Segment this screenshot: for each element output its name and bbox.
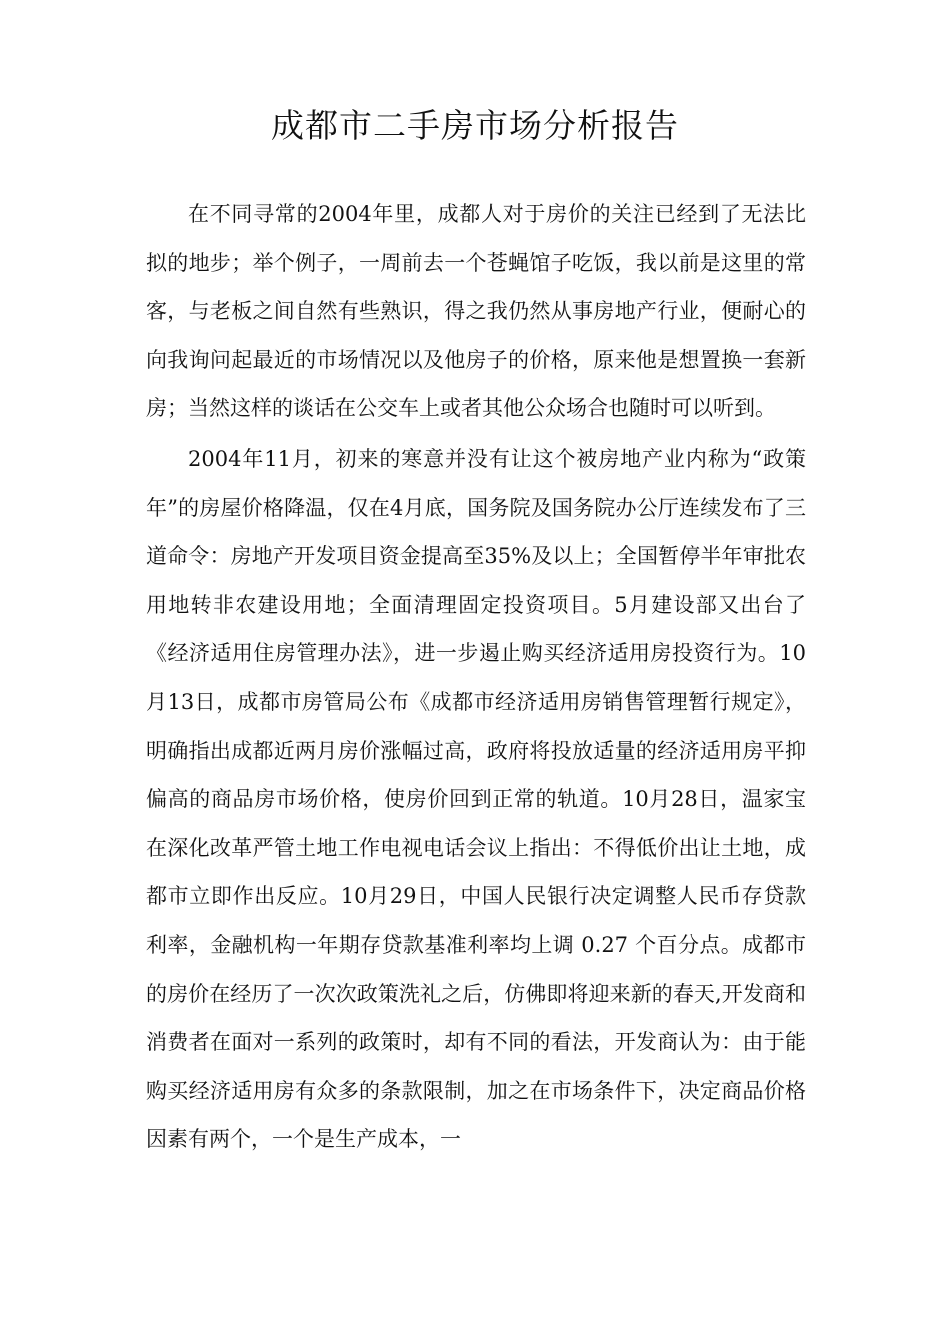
- paragraph-2: 2004年11月，初来的寒意并没有让这个被房地产业内称为“政策年”的房屋价格降温，仅在4月底，国务院及国务院办公厅连续发布了三道命令：房地产开发项目资金提高至35%及以上；全国暂停半年审批农用地转非农建设用地；全面清理固定投资项目。5月建设部又出台了《经济适用住房管理办法》，进一步遏止购买经济适用房投资行为。10月13日，成都市房管局公布《成都市经济适用房销售管理暂行规定》，明确指出成都近两月房价涨幅过高，政府将投放适量的经济适用房平抑偏高的商品房市场价格，使房价回到正常的轨道。10月28日，温家宝在深化改革严管土地工作电视电话会议上指出：不得低价出让土地，成都市立即作出反应。10月29日，中国人民银行决定调整人民币存贷款利率，金融机构一年期存贷款基准利率均上调 0.27 个百分点。成都市的房价在经历了一次次政策洗礼之后，仿佛即将迎来新的春天,开发商和消费者在面对一系列的政策时，却有不同的看法，开发商认为：由于能购买经济适用房有众多的条款限制，加之在市场条件下，决定商品价格因素有两个，一个是生产成本，一: [146, 446, 806, 1152]
- document-body: [146, 190, 806, 1164]
- document-title: 成都市二手房市场分析报告: [271, 106, 679, 145]
- paragraph-1: 在不同寻常的2004年里，成都人对于房价的关注已经到了无法比拟的地步；举个例子，一周前去一个苍蝇馆子吃饭，我以前是这里的常客，与老板之间自然有些熟识，得之我仍然从事房地产行业，便耐心的向我询问起最近的市场情况以及他房子的价格，原来他是想置换一套新房；当然这样的谈话在公交车上或者其他公众场合也随时可以听到。: [146, 202, 806, 421]
